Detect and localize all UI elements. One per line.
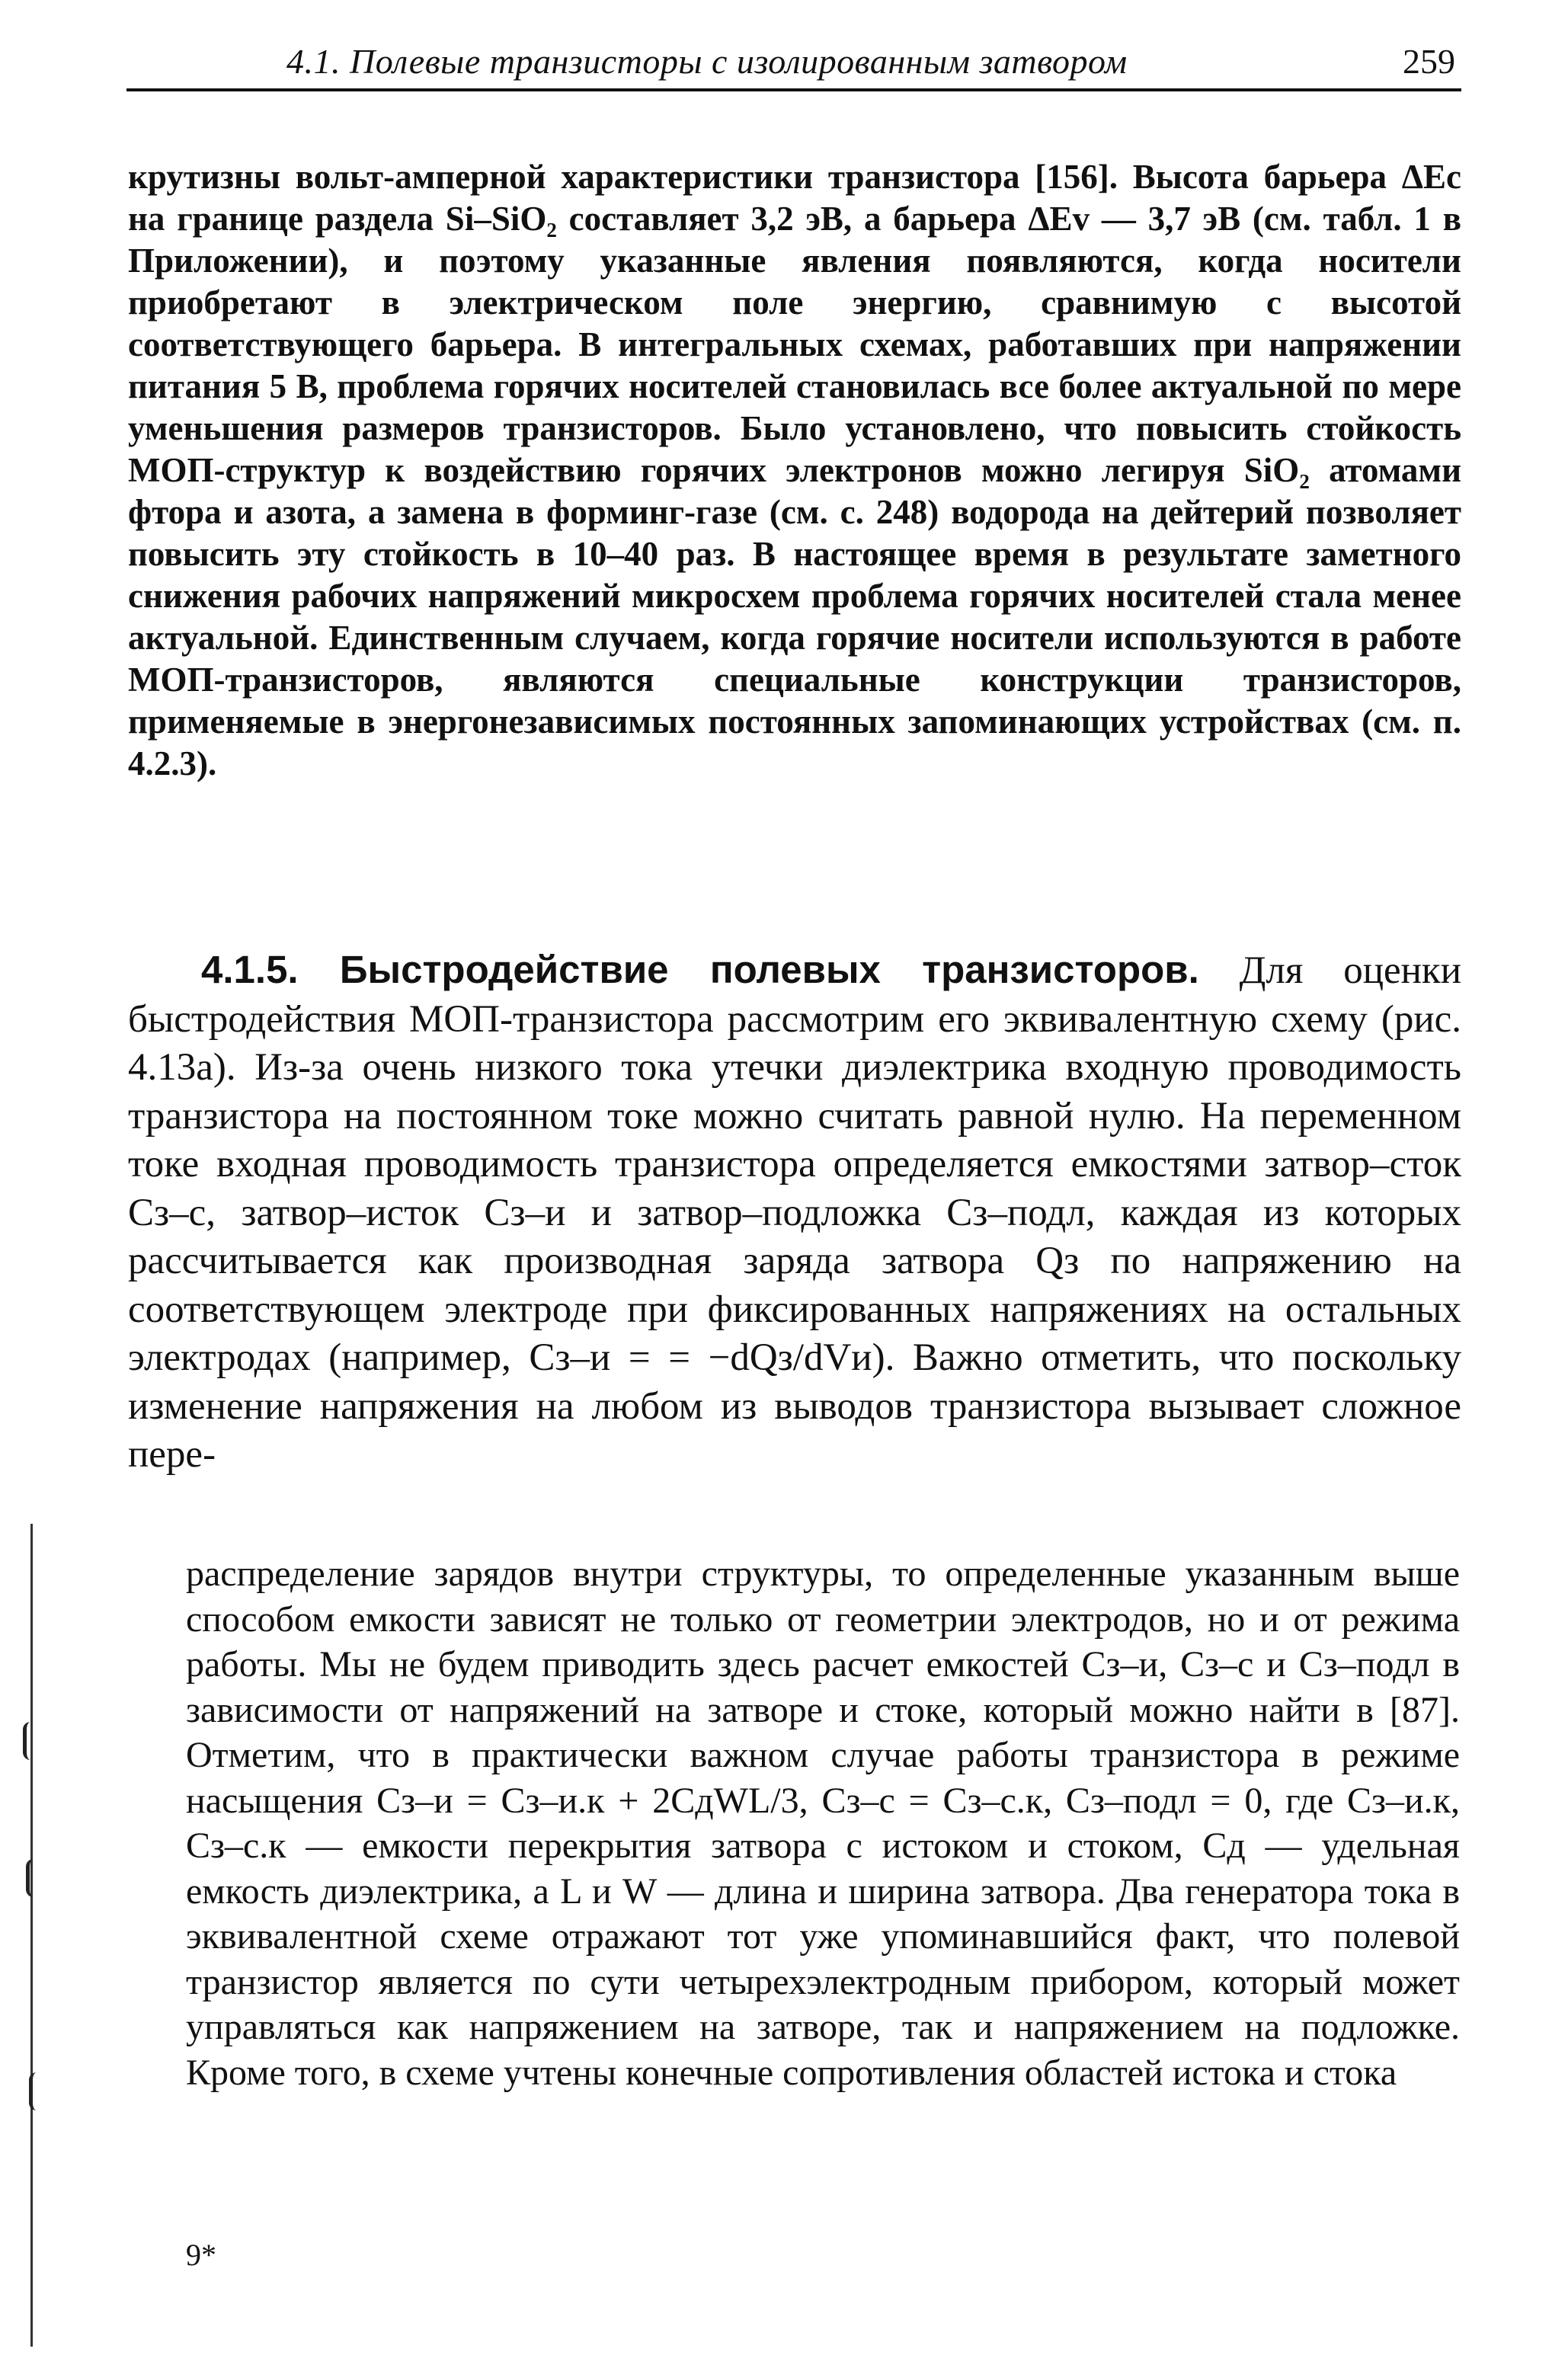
scan-margin-tick — [26, 1859, 40, 1897]
page-number: 259 — [1403, 42, 1455, 81]
paragraph-hot-carriers: крутизны вольт-амперной характеристики транзистора [156]. Высота барьера ΔEc на границе раздела Si–SiO₂ составляет 3,2 эВ, а барьера ΔEv — 3,7 эВ (см. табл. 1 в Приложении), и поэтому указанные явления появляются, когда носители приобретают в электрическом поле энергию, сравнимую с высотой соответствующего барьера. В интегральных схемах, работавших при напряжении питания 5 В, проблема горячих носителей становилась все более актуальной по мере уменьшения размеров транзисторов. Было установлено, что повысить стойкость МОП-структур к воздействию горячих электронов можно легируя SiO₂ атомами фтора и азота, а замена в форминг-газе (см. с. 248) водорода на дейтерий позволяет повысить эту стойкость в 10–40 раз. В настоящее время в результате заметного снижения рабочих напряжений микросхем проблема горячих носителей стала менее актуальной. Единственным случаем, когда горячие носители используются в работе МОП-транзисторов, являются специальные конструкции транзисторов, применяемые в энергонезависимых постоянных запоминающих устройствах (см. п. 4.2.3). — [128, 158, 1461, 782]
scan-margin-tick — [29, 2072, 43, 2110]
paragraph-speed-body: Для оценки быстродействия МОП-транзистора рассмотрим его эквивалентную схему (рис. 4.13а). Из-за очень низкого тока утечки диэлектрика входную проводимость транзистора на постоянном токе можно считать равной нулю. На переменном токе входная проводимость транзистора определяется емкостями затвор–сток Cз–с, затвор–исток Cз–и и затвор–подложка Cз–подл, каждая из которых рассчитывается как производная заряда затвора Qз по напряжению на соответствующем электроде при фиксированных напряжениях на остальных электродах (например, Cз–и = = −dQз/dVи). Важно отметить, что поскольку изменение напряжения на любом из выводов транзистора вызывает сложное пере- — [128, 949, 1461, 1476]
paragraph-speed-intro — [128, 946, 1461, 1480]
running-title: 4.1. Полевые транзисторы с изолированным затвором — [286, 42, 1128, 81]
section-heading: 4.1.5. Быстродействие полевых транзисторов. — [201, 948, 1199, 991]
scan-margin-line — [30, 1524, 33, 2347]
paragraph-capacitances: распределение зарядов внутри структуры, то определенные указанным выше способом емкости зависят не только от геометрии электродов, но и от режима работы. Мы не будем приводить здесь расчет емкостей Cз–и, Cз–с и Cз–подл в зависимости от напряжений на затворе и стоке, который можно найти в [87]. Отметим, что в практически важном случае работы транзистора в режиме насыщения Cз–и = Cз–и.к + 2CдWL/3, Cз–с = Cз–с.к, Cз–подл = 0, где Cз–и.к, Cз–с.к — емкости перекрытия затвора с истоком и стоком, Cд — удельная емкость диэлектрика, а L и W — длина и ширина затвора. Два генератора тока в эквивалентной схеме отражают тот уже упоминавшийся факт, что полевой транзистор является по сути четырехэлектродным прибором, который может управляться как напряжением на затворе, так и напряжением на подложке. Кроме того, в схеме учтены конечные сопротивления областей истока и стока — [186, 1553, 1460, 2093]
page-header — [126, 38, 1461, 91]
signature-mark: 9* — [186, 2238, 216, 2272]
scan-margin-tick — [23, 1722, 37, 1760]
